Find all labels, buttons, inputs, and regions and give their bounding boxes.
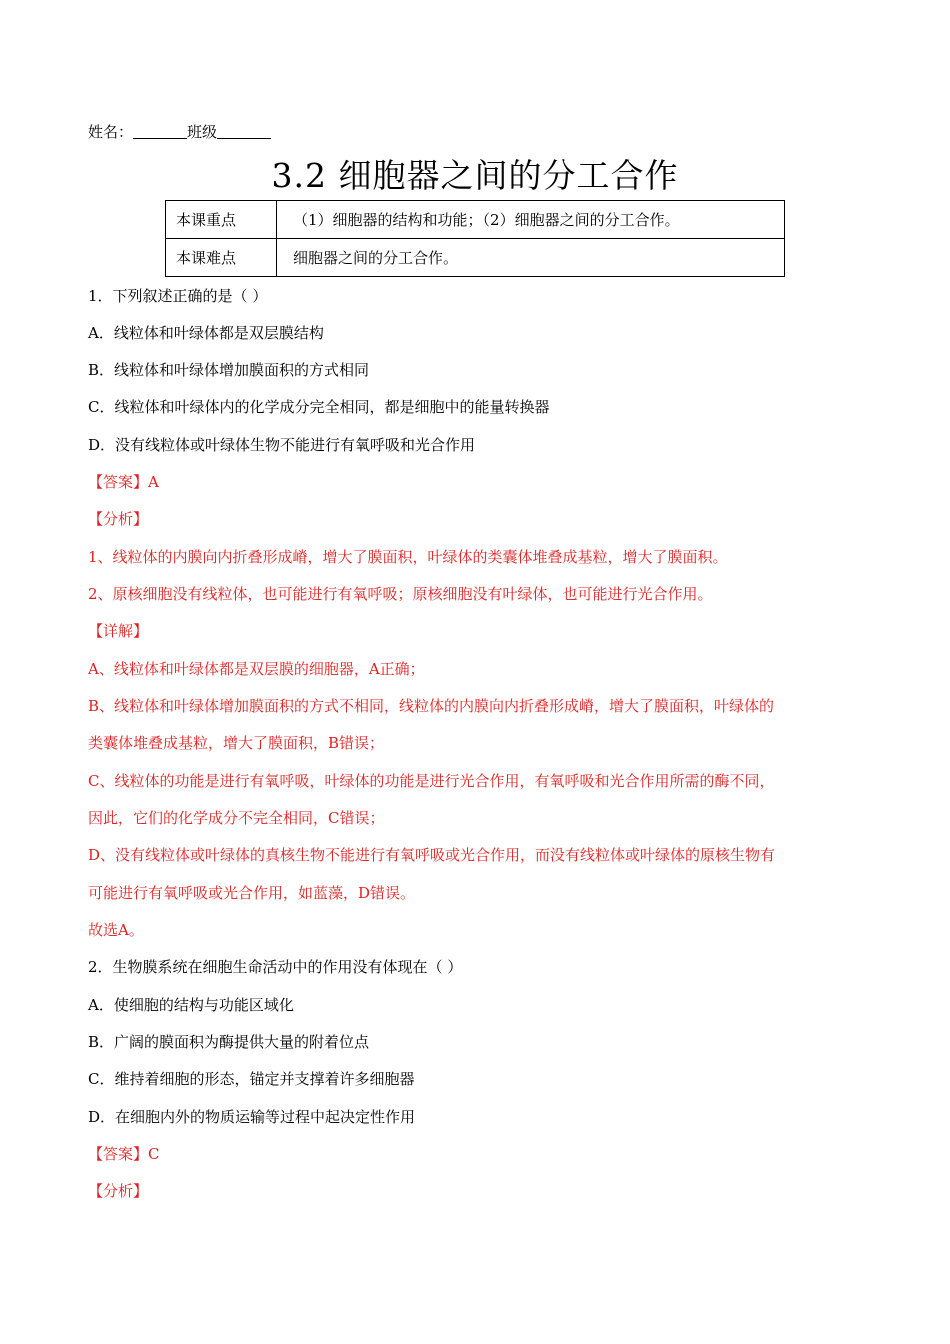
q1-detail-line: 因此，它们的化学成分不完全相同，C错误； xyxy=(88,809,385,827)
q2-option-b: B．广阔的膜面积为酶提供大量的附着位点 xyxy=(88,1033,370,1051)
q1-detail-line: 类囊体堆叠成基粒，增大了膜面积，B错误； xyxy=(88,734,385,752)
class-blank[interactable] xyxy=(217,124,271,139)
focus-value: （1）细胞器的结构和功能；（2）细胞器之间的分工合作。 xyxy=(277,201,785,239)
q1-detail-line: C、线粒体的功能是进行有氧呼吸，叶绿体的功能是进行光合作用，有氧呼吸和光合作用所需的酶不同， xyxy=(88,772,775,790)
q1-detail-line: B、线粒体和叶绿体增加膜面积的方式不相同，线粒体的内膜向内折叠形成嵴，增大了膜面积，叶绿体的 xyxy=(88,697,775,715)
q2-option-d: D．在细胞内外的物质运输等过程中起决定性作用 xyxy=(88,1108,416,1126)
question-2-stem: 2．生物膜系统在细胞生命活动中的作用没有体现在（ ） xyxy=(88,958,463,976)
q1-analysis-label: 【分析】 xyxy=(88,510,149,528)
difficulty-key: 本课难点 xyxy=(166,239,277,277)
table-row xyxy=(166,201,785,239)
table-row xyxy=(166,239,785,277)
q2-option-a: A．使细胞的结构与功能区域化 xyxy=(88,996,294,1014)
question-1-stem-text: 1．下列叙述正确的是（ ） xyxy=(88,287,268,305)
q1-conclusion: 故选A。 xyxy=(88,921,144,939)
q2-answer: 【答案】C xyxy=(88,1145,160,1163)
student-info xyxy=(88,122,271,142)
q2-analysis-label: 【分析】 xyxy=(88,1182,149,1200)
focus-key: 本课重点 xyxy=(166,201,277,239)
q1-option-a: A．线粒体和叶绿体都是双层膜结构 xyxy=(88,324,324,342)
page-title: 3.2 细胞器之间的分工合作 xyxy=(271,156,679,195)
q1-analysis-line: 1、线粒体的内膜向内折叠形成嵴，增大了膜面积，叶绿体的类囊体堆叠成基粒，增大了膜面积。 xyxy=(88,548,728,566)
name-blank[interactable] xyxy=(133,124,187,139)
difficulty-value: 细胞器之间的分工合作。 xyxy=(277,239,785,277)
q1-detail-line: 可能进行有氧呼吸或光合作用，如蓝藻，D错误。 xyxy=(88,884,416,902)
q1-detail-label: 【详解】 xyxy=(88,622,149,640)
q1-detail-line: A、线粒体和叶绿体都是双层膜的细胞器，A正确； xyxy=(88,660,425,678)
lesson-focus-table xyxy=(165,200,785,277)
q2-option-c: C．维持着细胞的形态，锚定并支撑着许多细胞器 xyxy=(88,1070,415,1088)
q1-analysis-line: 2、原核细胞没有线粒体，也可能进行有氧呼吸；原核细胞没有叶绿体，也可能进行光合作用。 xyxy=(88,585,713,603)
name-label: 姓名： xyxy=(88,123,134,141)
question-1-stem xyxy=(88,286,267,306)
q1-option-d: D．没有线粒体或叶绿体生物不能进行有氧呼吸和光合作用 xyxy=(88,436,476,454)
class-label: 班级 xyxy=(187,123,218,141)
q1-detail-line: D、没有线粒体或叶绿体的真核生物不能进行有氧呼吸或光合作用，而没有线粒体或叶绿体的原核生物有 xyxy=(88,846,776,864)
q1-answer: 【答案】A xyxy=(88,473,159,491)
q1-option-b: B．线粒体和叶绿体增加膜面积的方式相同 xyxy=(88,361,370,379)
q1-option-c: C．线粒体和叶绿体内的化学成分完全相同，都是细胞中的能量转换器 xyxy=(88,398,550,416)
